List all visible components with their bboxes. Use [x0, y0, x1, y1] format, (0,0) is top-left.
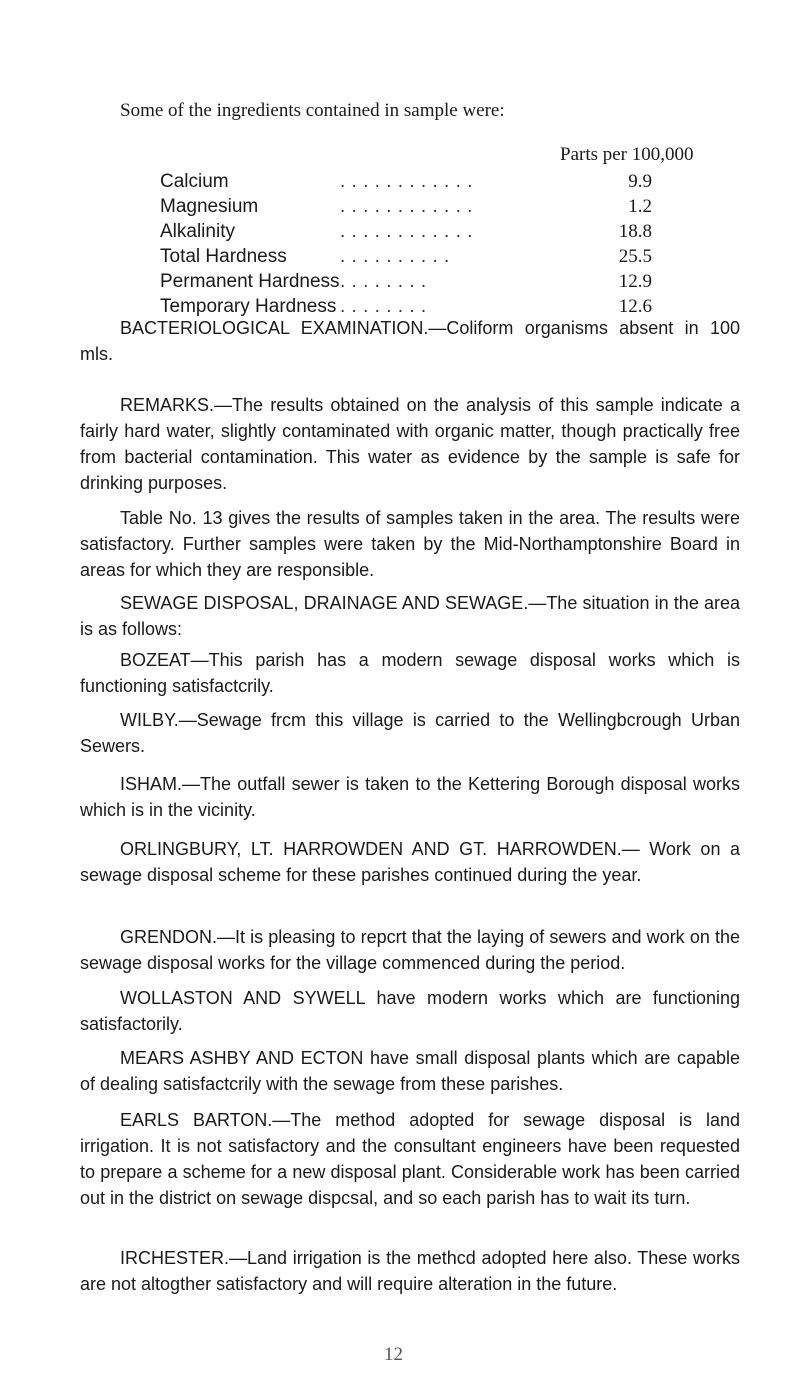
ingredients-table — [160, 169, 660, 319]
ingredients-intro: Some of the ingredients contained in sample were: — [120, 100, 505, 121]
table-row — [160, 169, 660, 194]
paragraph-remarks: REMARKS.—The results obtained on the analysis of this sample indicate a fairly hard water, slightly contaminated with organic matter, though practically free from bacterial contamination. This water as evidence by the sample is safe for drinking purposes. — [80, 395, 740, 493]
page-number: 12 — [384, 1344, 403, 1365]
paragraph-orlingbury: ORLINGBURY, LT. HARROWDEN AND GT. HARROWDEN.— Work on a sewage disposal scheme for these parishes continued during the year. — [80, 839, 740, 885]
leader-dots: . . . . . . . . — [340, 296, 427, 317]
leader-dots: . . . . . . . . . . . . — [340, 221, 473, 242]
leader-dots: . . . . . . . . . . . . — [340, 171, 473, 192]
paragraph-bozeat: BOZEAT—This parish has a modern sewage disposal works which is functioning satisfactcrily. — [80, 650, 740, 696]
ingredient-name: Magnesium — [160, 194, 262, 219]
ingredient-name: Calcium — [160, 169, 233, 194]
paragraph-grendon: GRENDON.—It is pleasing to repcrt that the laying of sewers and work on the sewage disposal works for the village commenced during the period. — [80, 927, 740, 973]
leader-dots: . . . . . . . . . . . . — [340, 196, 473, 217]
leader-dots: . . . . . . . . . . — [340, 246, 450, 267]
table-row — [160, 194, 660, 219]
ingredient-value: 12.9 — [618, 271, 652, 292]
paragraph-earls-barton: EARLS BARTON.—The method adopted for sewage disposal is land irrigation. It is not satisfactory and the consultant engineers have been requested to prepare a scheme for a new disposal plant. Considerable work has been carried out in the district on sewage dispcsal, and so each parish has to wait its turn. — [80, 1110, 740, 1208]
paragraph-bacteriological: BACTERIOLOGICAL EXAMINATION.—Coliform organisms absent in 100 mls. — [80, 318, 740, 364]
leader-dots: . . . . . . . . — [340, 271, 427, 292]
ingredient-name: Total Hardness — [160, 244, 291, 269]
ingredient-value: 1.2 — [628, 196, 652, 217]
paragraph-mears-ashby-ecton: MEARS ASHBY AND ECTON have small disposal plants which are capable of dealing satisfactcrily with the sewage from these parishes. — [80, 1048, 740, 1094]
ingredient-value: 18.8 — [618, 221, 652, 242]
ingredient-name: Temporary Hardness — [160, 294, 340, 319]
table-row — [160, 269, 660, 294]
table-row — [160, 219, 660, 244]
paragraph-isham: ISHAM.—The outfall sewer is taken to the Kettering Borough disposal works which is in the vicinity. — [80, 774, 740, 820]
table-unit-header: Parts per 100,000 — [560, 144, 694, 165]
ingredient-value: 9.9 — [628, 171, 652, 192]
paragraph-wilby: WILBY.—Sewage frcm this village is carried to the Wellingbcrough Urban Sewers. — [80, 710, 740, 756]
paragraph-wollaston-sywell: WOLLASTON AND SYWELL have modern works which are functioning satisfactorily. — [80, 988, 740, 1034]
table-row — [160, 244, 660, 269]
ingredient-name: Alkalinity — [160, 219, 239, 244]
paragraph-irchester: IRCHESTER.—Land irrigation is the methcd adopted here also. These works are not altogther satisfactory and will require alteration in the future. — [80, 1248, 740, 1294]
paragraph-sewage-disposal: SEWAGE DISPOSAL, DRAINAGE AND SEWAGE.—The situation in the area is as follows: — [80, 593, 740, 639]
paragraph-table-13: Table No. 13 gives the results of samples taken in the area. The results were satisfactory. Further samples were taken by the Mid-Northamptonshire Board in areas for which they are responsible. — [80, 508, 740, 580]
ingredient-name: Permanent Hardness — [160, 269, 344, 294]
ingredient-value: 25.5 — [618, 246, 652, 267]
ingredient-value: 12.6 — [618, 296, 652, 317]
